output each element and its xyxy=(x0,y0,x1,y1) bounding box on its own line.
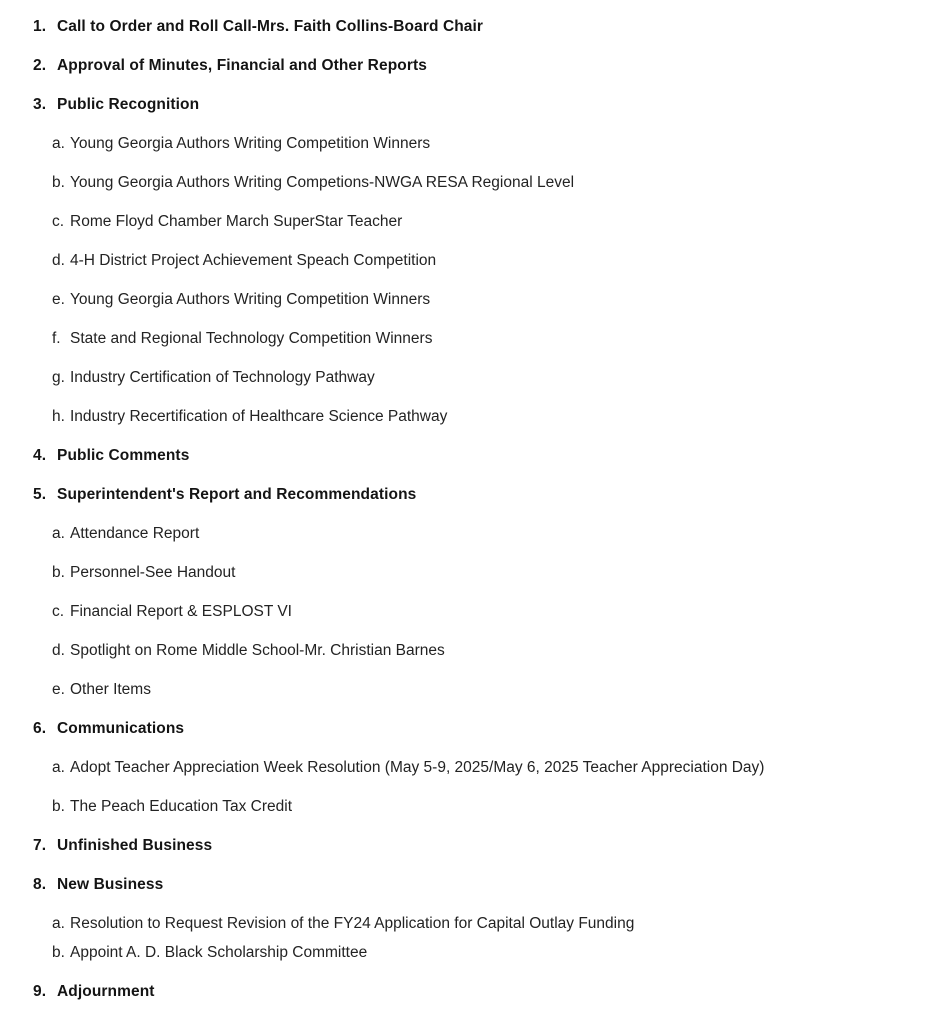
sub-item xyxy=(52,212,912,232)
sub-item-text: 4-H District Project Achievement Speach Competition xyxy=(70,252,437,269)
sub-item-letter: e. xyxy=(52,291,65,308)
item-title: Adjournment xyxy=(57,983,155,1000)
sub-item xyxy=(52,914,912,934)
sub-item-text: Personnel-See Handout xyxy=(70,564,236,581)
sub-item-text: Young Georgia Authors Writing Competition Winners xyxy=(70,291,431,308)
sub-item-text: Financial Report & ESPLOST VI xyxy=(70,603,292,620)
sub-item-text: Industry Certification of Technology Pathway xyxy=(70,369,375,386)
item-number: 1. xyxy=(33,18,47,35)
sub-item-letter: c. xyxy=(52,603,65,620)
sub-item-text: Resolution to Request Revision of the FY24 Application for Capital Outlay Funding xyxy=(70,915,635,932)
sub-item-letter: b. xyxy=(52,798,65,815)
item-title: Communications xyxy=(57,720,185,737)
sub-item xyxy=(52,758,912,778)
sub-item xyxy=(52,407,912,427)
item-title: Call to Order and Roll Call-Mrs. Faith Collins-Board Chair xyxy=(57,18,484,35)
agenda-item-heading xyxy=(33,719,912,739)
item-number: 2. xyxy=(33,57,47,74)
agenda-item-heading xyxy=(33,875,912,895)
item-title: Unfinished Business xyxy=(57,837,213,854)
item-number: 9. xyxy=(33,983,47,1000)
agenda-item xyxy=(33,446,912,466)
sub-item-letter: f. xyxy=(52,330,61,347)
sub-item-letter: c. xyxy=(52,213,65,230)
agenda-item-heading xyxy=(33,95,912,115)
sub-item-letter: a. xyxy=(52,135,65,152)
sub-item-text: Adopt Teacher Appreciation Week Resolution (May 5-9, 2025/May 6, 2025 Teacher Appreciation Day) xyxy=(70,759,765,776)
sub-item-letter: b. xyxy=(52,944,65,961)
sub-item xyxy=(52,680,912,700)
sub-item-letter: b. xyxy=(52,174,65,191)
sub-item xyxy=(52,797,912,817)
agenda-item xyxy=(33,485,912,700)
agenda-item-heading xyxy=(33,56,912,76)
sub-list xyxy=(52,134,912,427)
sub-item-letter: d. xyxy=(52,642,65,659)
sub-item-text: Industry Recertification of Healthcare Science Pathway xyxy=(70,408,448,425)
item-number: 4. xyxy=(33,447,47,464)
agenda-item xyxy=(33,719,912,817)
sub-item-letter: d. xyxy=(52,252,65,269)
sub-item-text: Other Items xyxy=(70,681,151,698)
sub-item-text: Spotlight on Rome Middle School-Mr. Christian Barnes xyxy=(70,642,445,659)
sub-item-text: Young Georgia Authors Writing Competions-NWGA RESA Regional Level xyxy=(70,174,575,191)
sub-item-letter: a. xyxy=(52,525,65,542)
sub-item-letter: e. xyxy=(52,681,65,698)
item-number: 7. xyxy=(33,837,47,854)
agenda-item-heading xyxy=(33,17,912,37)
sub-item xyxy=(52,251,912,271)
agenda-item xyxy=(33,982,912,1002)
item-number: 6. xyxy=(33,720,47,737)
item-number: 3. xyxy=(33,96,47,113)
sub-item-letter: g. xyxy=(52,369,65,386)
agenda-item xyxy=(33,17,912,37)
agenda-item-heading xyxy=(33,485,912,505)
sub-item-text: State and Regional Technology Competition Winners xyxy=(70,330,433,347)
agenda-item xyxy=(33,836,912,856)
agenda-item-heading xyxy=(33,982,912,1002)
sub-item xyxy=(52,329,912,349)
item-number: 5. xyxy=(33,486,47,503)
sub-item-letter: h. xyxy=(52,408,65,425)
sub-item-text: Appoint A. D. Black Scholarship Committee xyxy=(70,944,368,961)
item-title: Public Comments xyxy=(57,447,190,464)
sub-item xyxy=(52,641,912,661)
sub-item-letter: a. xyxy=(52,759,65,776)
agenda-item xyxy=(33,56,912,76)
sub-item xyxy=(52,524,912,544)
sub-item-letter: b. xyxy=(52,564,65,581)
agenda-item-heading xyxy=(33,446,912,466)
sub-list xyxy=(52,524,912,700)
sub-item xyxy=(52,563,912,583)
agenda-list xyxy=(33,17,912,1002)
sub-item xyxy=(52,173,912,193)
item-title: New Business xyxy=(57,876,164,893)
sub-list xyxy=(52,758,912,817)
sub-item xyxy=(52,290,912,310)
item-number: 8. xyxy=(33,876,47,893)
sub-item-text: The Peach Education Tax Credit xyxy=(70,798,293,815)
item-title: Superintendent's Report and Recommendations xyxy=(57,486,417,503)
sub-list xyxy=(52,914,912,963)
sub-item xyxy=(52,368,912,388)
agenda-item xyxy=(33,95,912,427)
item-title: Public Recognition xyxy=(57,96,200,113)
sub-item-text: Attendance Report xyxy=(70,525,200,542)
sub-item xyxy=(52,943,912,963)
sub-item xyxy=(52,134,912,154)
item-title: Approval of Minutes, Financial and Other Reports xyxy=(57,57,427,74)
sub-item-text: Rome Floyd Chamber March SuperStar Teacher xyxy=(70,213,403,230)
agenda-item-heading xyxy=(33,836,912,856)
agenda-item xyxy=(33,875,912,963)
sub-item-text: Young Georgia Authors Writing Competition Winners xyxy=(70,135,431,152)
sub-item xyxy=(52,602,912,622)
sub-item-letter: a. xyxy=(52,915,65,932)
